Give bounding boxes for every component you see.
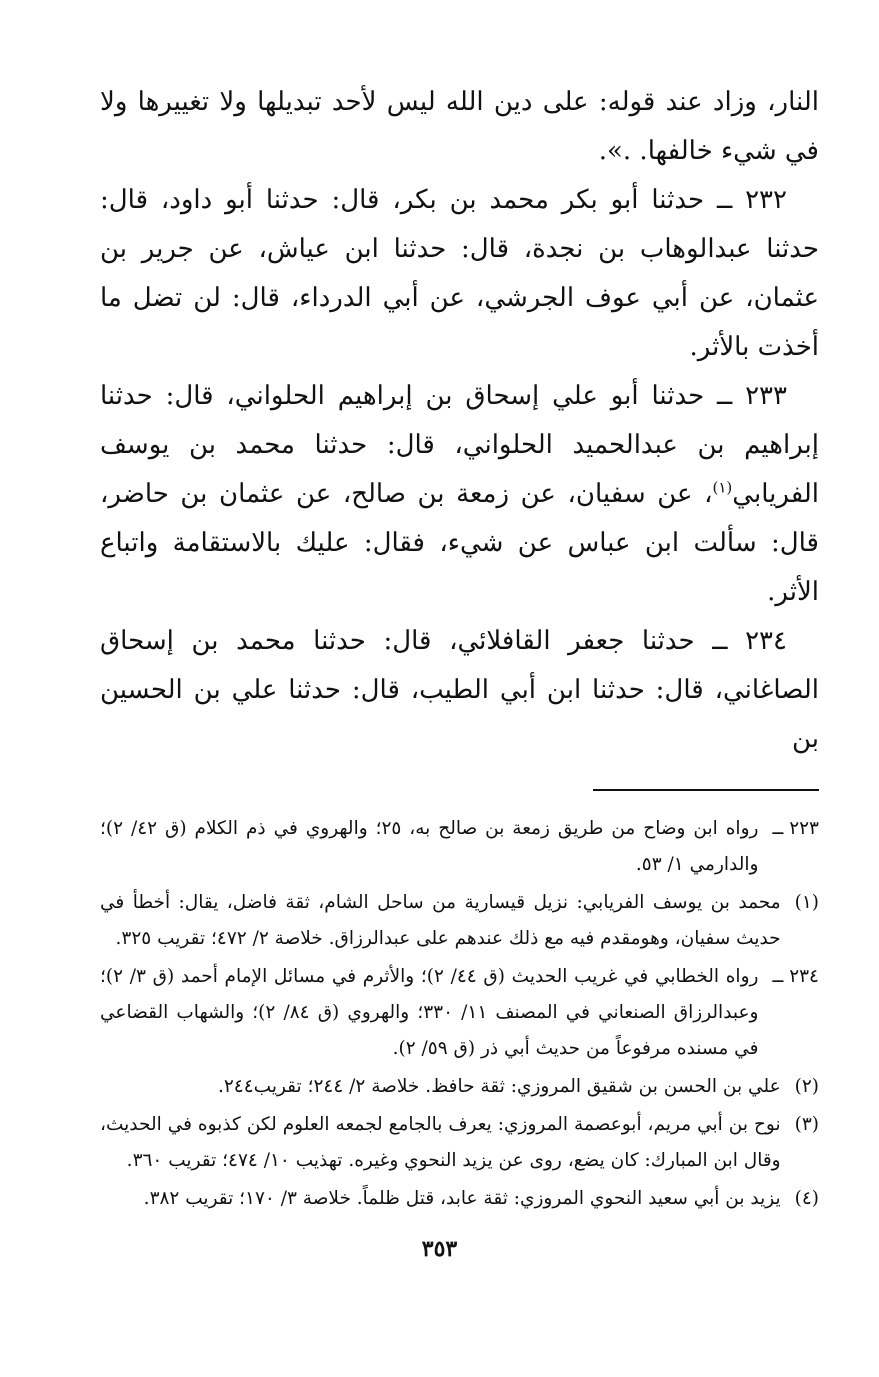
footnote-text: علي بن الحسن بن شقيق المروزي: ثقة حافظ. خلاصة ٢/ ٢٤٤؛ تقريب٢٤٤. — [217, 1076, 781, 1097]
page-number: ٣٥٣ — [421, 1236, 458, 1262]
footnote-text: نوح بن أبي مريم، أبوعصمة المروزي: يعرف بالجامع لجمعه العلوم لكن كذبوه في الحديث، وقال ابن المبارك: كان يضع، روى عن يزيد النحوي وغيره. تهذيب ١٠/ ٤٧٤؛ تقريب ٣٦٠. — [100, 1114, 781, 1171]
footnote-number: (٤) — [794, 1188, 819, 1209]
paragraph-continuation: النار، وزاد عند قوله: على دين الله ليس لأحد تبديلها ولا تغييرها ولا في شيء خالفها. .». — [100, 87, 819, 166]
footnote-text: رواه ابن وضاح من طريق زمعة بن صالح به، ٢٥؛ والهروي في ذم الكلام (ق ٤٢/ ٢)؛ والدارمي ١/ ٥٣. — [100, 818, 759, 875]
footnote-item — [100, 1069, 819, 1105]
footnote-item — [100, 959, 819, 1067]
footnote-ref-1: (١) — [712, 478, 733, 497]
hadith-234: ٢٣٤ ــ حدثنا جعفر القافلائي، قال: حدثنا محمد بن إسحاق الصاغاني، قال: حدثنا ابن أبي الطيب، قال: حدثنا علي بن الحسين بن — [100, 626, 819, 754]
footnotes — [100, 811, 819, 1217]
footnote-text: يزيد بن أبي سعيد النحوي المروزي: ثقة عابد، قتل ظلماً. خلاصة ٣/ ١٧٠؛ تقريب ٣٨٢. — [143, 1188, 781, 1209]
book-page — [100, 78, 819, 1219]
hadith-232: ٢٣٢ ــ حدثنا أبو بكر محمد بن بكر، قال: حدثنا أبو داود، قال: حدثنا عبدالوهاب بن نجدة، قال: حدثنا ابن عياش، عن جرير بن عثمان، عن أبي عوف الجرشي، عن أبي الدرداء، قال: لن تضل ما أخذت بالأثر. — [100, 185, 819, 362]
footnote-number: (٣) — [794, 1114, 819, 1135]
footnote-number: (٢) — [794, 1076, 819, 1097]
footnote-item — [100, 1107, 819, 1179]
footnote-text: محمد بن يوسف الفريابي: نزيل قيسارية من ساحل الشام، ثقة فاضل، يقال: أخطأ في حديث سفيان، وهومقدم فيه مع ذلك عندهم على عبدالرزاق. خلاصة ٢/ ٤٧٢؛ تقريب ٣٢٥. — [100, 892, 781, 949]
hadith-233-part2: ، عن سفيان، عن زمعة بن صالح، عن عثمان بن حاضر، قال: سألت ابن عباس عن شيء، فقال: عليك بالاستقامة واتباع الأثر. — [100, 479, 819, 607]
hadith-233 — [100, 372, 819, 617]
footnote-number: ٢٢٣ ــ — [772, 818, 819, 839]
footnote-item — [100, 885, 819, 957]
hadith-233-part1: ٢٣٣ ــ حدثنا أبو علي إسحاق بن إبراهيم الحلواني، قال: حدثنا إبراهيم بن عبدالحميد الحلواني، قال: حدثنا محمد بن يوسف الفريابي — [100, 381, 819, 509]
footnote-number: ٢٣٤ ــ — [772, 966, 819, 987]
main-text — [100, 78, 819, 764]
footnote-item — [100, 1181, 819, 1217]
footnote-text: رواه الخطابي في غريب الحديث (ق ٤٤/ ٢)؛ والأثرم في مسائل الإمام أحمد (ق ٣/ ٢)؛ وعبدالرزاق الصنعاني في المصنف ١١/ ٣٣٠؛ والهروي (ق ٨٤/ ٢)؛ والشهاب القضاعي في مسنده مرفوعاً من حديث أبي ذر (ق ٥٩/ ٢). — [100, 966, 759, 1059]
footnote-separator — [593, 789, 819, 791]
footnote-number: (١) — [794, 892, 819, 913]
footnote-item — [100, 811, 819, 883]
